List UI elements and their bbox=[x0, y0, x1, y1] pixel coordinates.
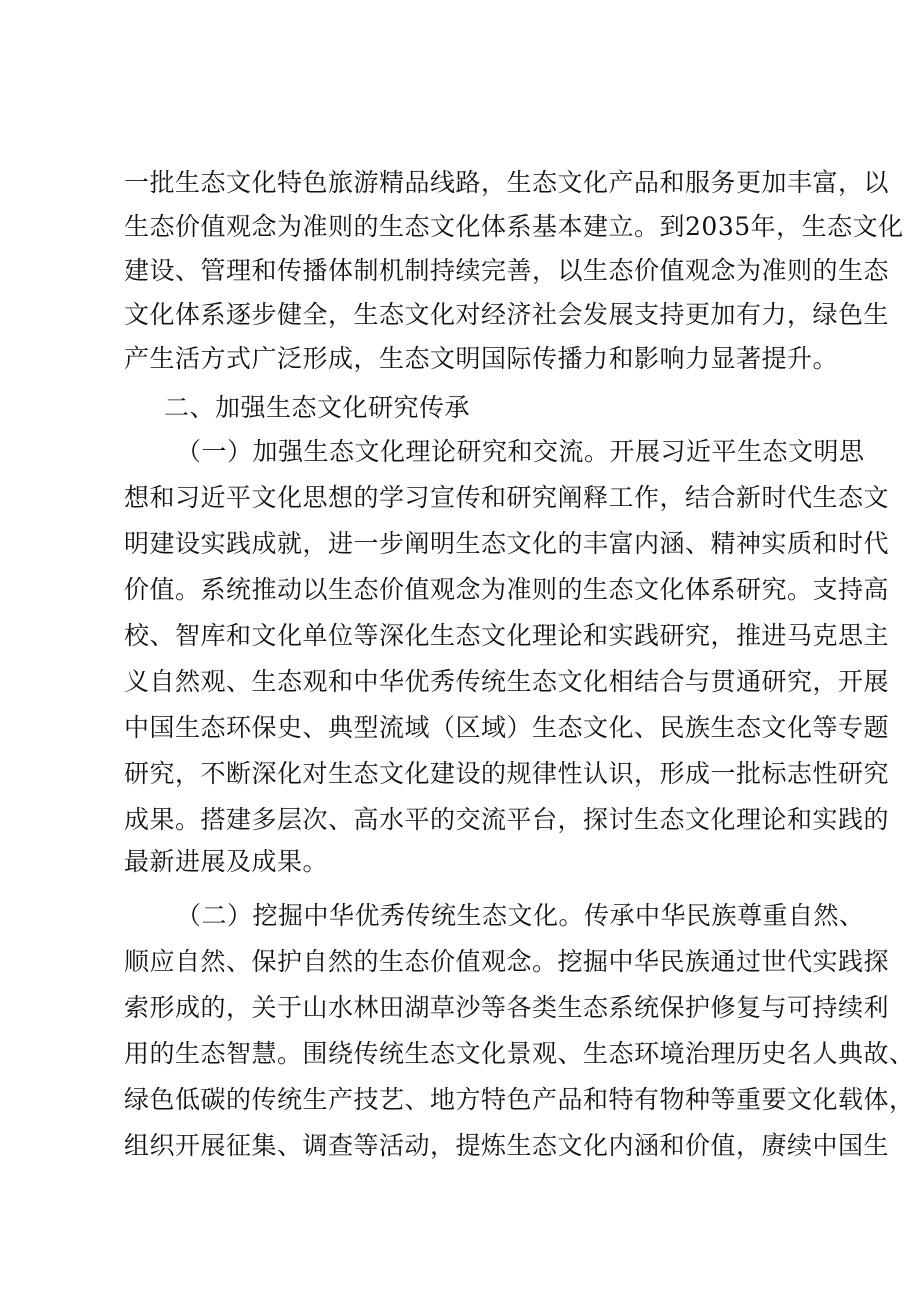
body-text-line: 成果。搭建多层次、高水平的交流平台，探讨生态文化理论和实践的 bbox=[124, 805, 890, 834]
body-text-line: 产生活方式广泛形成，生态文明国际传播力和影响力显著提升。 bbox=[124, 344, 839, 373]
body-text-line: 用的生态智慧。围绕传统生态文化景观、生态环境治理历史名人典故、 bbox=[124, 1039, 915, 1068]
body-text-line: 绿色低碳的传统生产技艺、地方特色产品和特有物种等重要文化载体， bbox=[124, 1085, 915, 1114]
body-text-line: 文化体系逐步健全，生态文化对经济社会发展支持更加有力，绿色生 bbox=[124, 300, 890, 329]
body-text-line: 一批生态文化特色旅游精品线路，生态文化产品和服务更加丰富，以 bbox=[124, 168, 890, 197]
body-text-line: 顺应自然、保护自然的生态价值观念。挖掘中华民族通过世代实践探 bbox=[124, 947, 890, 976]
body-text-line: 组织开展征集、调查等活动，提炼生态文化内涵和价值，赓续中国生 bbox=[124, 1131, 890, 1160]
body-text-line: 义自然观、生态观和中华优秀传统生态文化相结合与贯通研究，开展 bbox=[124, 667, 890, 696]
body-text-line: 最新进展及成果。 bbox=[124, 847, 329, 876]
subsection-heading-line: （二）挖掘中华优秀传统生态文化。传承中华民族尊重自然、 bbox=[176, 901, 865, 930]
body-text-line: 索形成的，关于山水林田湖草沙等各类生态系统保护修复与可持续利 bbox=[124, 993, 890, 1022]
subsection-heading-line: （一）加强生态文化理论研究和交流。开展习近平生态文明思 bbox=[176, 437, 865, 466]
body-text-line: 生态价值观念为准则的生态文化体系基本建立。到2035年，生态文化 bbox=[124, 212, 904, 241]
body-text-line: 研究，不断深化对生态文化建设的规律性认识，形成一批标志性研究 bbox=[124, 759, 890, 788]
body-text-line: 校、智库和文化单位等深化生态文化理论和实践研究，推进马克思主 bbox=[124, 621, 890, 650]
body-text-line: 价值。系统推动以生态价值观念为准则的生态文化体系研究。支持高 bbox=[124, 575, 890, 604]
body-text-line: 想和习近平文化思想的学习宣传和研究阐释工作，结合新时代生态文 bbox=[124, 483, 890, 512]
body-text-line: 明建设实践成就，进一步阐明生态文化的丰富内涵、精神实质和时代 bbox=[124, 529, 890, 558]
section-heading: 二、加强生态文化研究传承 bbox=[164, 393, 471, 422]
body-text-line: 建设、管理和传播体制机制持续完善，以生态价值观念为准则的生态 bbox=[124, 256, 890, 285]
body-text-line: 中国生态环保史、典型流域（区域）生态文化、民族生态文化等专题 bbox=[124, 713, 890, 742]
